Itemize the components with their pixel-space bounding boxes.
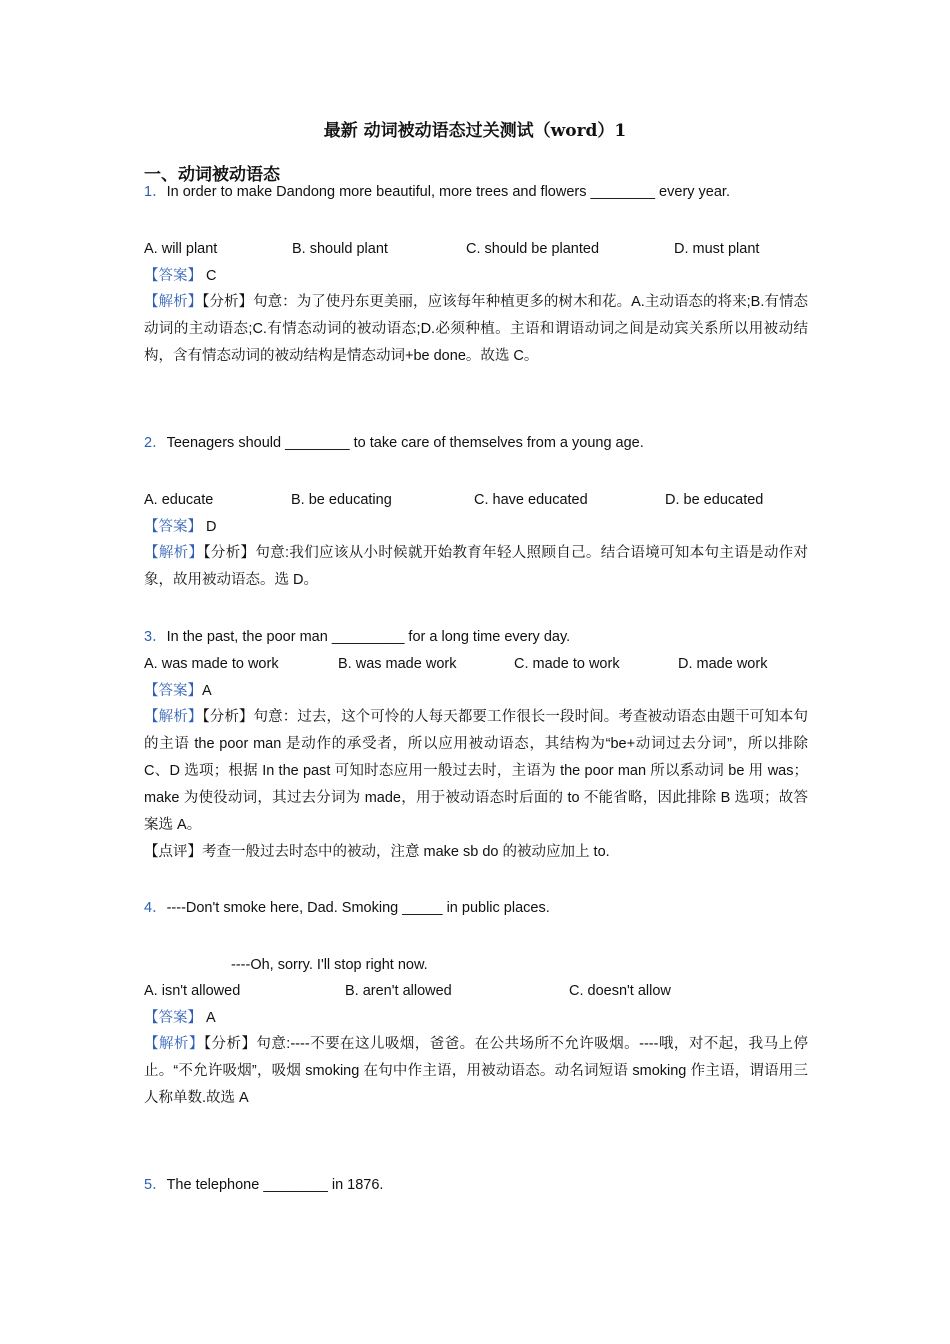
- question-text: ----Don't smoke here, Dad. Smoking _____ in public places.: [166, 900, 550, 916]
- question-5-stem: [144, 1176, 824, 1194]
- answer-tag: 【答案】: [144, 683, 202, 699]
- option-d: D. must plant: [674, 241, 760, 257]
- question-number: 2．: [144, 435, 167, 451]
- question-number: 3．: [144, 629, 167, 645]
- question-2-analysis: [144, 540, 808, 594]
- option-a: A. was made to work: [144, 656, 279, 672]
- option-a: A. will plant: [144, 241, 218, 257]
- analysis-text: 【分析】句意：为了使丹东更美丽，应该每年种植更多的树木和花。A.主动语态的将来;B.有情态动词的主动语态;C.有情态动词的被动语态;D.必须种植。主语和谓语动词之间是动宾关系所以用被动结构，含有情态动词的被动结构是情态动词+be done。故选 C。: [144, 294, 808, 364]
- question-3-answer: [144, 682, 824, 700]
- question-text: Teenagers should ________ to take care of themselves from a young age.: [166, 435, 644, 451]
- question-2-answer: [144, 518, 824, 536]
- option-b: B. should plant: [292, 241, 388, 257]
- question-4-stem: [144, 899, 824, 917]
- question-4-analysis: [144, 1031, 808, 1112]
- question-4-reply: ----Oh, sorry. I'll stop right now.: [231, 957, 428, 973]
- answer-value: A: [202, 683, 212, 699]
- question-3-comment: 【点评】考查一般过去时态中的被动，注意 make sb do 的被动应加上 to.: [144, 844, 610, 860]
- question-1-analysis: [144, 289, 808, 370]
- option-b: B. aren't allowed: [345, 983, 452, 999]
- question-text: In the past, the poor man _________ for a long time every day.: [166, 629, 571, 645]
- option-b: B. was made work: [338, 656, 457, 672]
- question-1-answer: [144, 267, 824, 285]
- answer-value: C: [206, 268, 217, 284]
- analysis-text: 【分析】句意：过去，这个可怜的人每天都要工作很长一段时间。考查被动语态由题干可知本句的主语 the poor man 是动作的承受者，所以应用被动语态，其结构为“be+动词过去分词”，所以排除 C、D 选项；根据 In the past 可知时态应用一般过去时，主语为 the poor man 所以系动词 be 用 was；make 为使役动词，其过去分词为 made，用于被动语态时后面的 to 不能省略，因此排除 B 选项；故答案选 A。: [144, 709, 809, 833]
- analysis-tag: 【解析】: [144, 545, 204, 561]
- answer-value: D: [206, 519, 217, 535]
- option-c: C. should be planted: [466, 241, 600, 257]
- question-3-stem: [144, 628, 824, 646]
- option-c: C. have educated: [474, 492, 588, 508]
- question-text: In order to make Dandong more beautiful, more trees and flowers ________ every year.: [166, 184, 730, 200]
- analysis-text: 【分析】句意:----不要在这儿吸烟，爸爸。在公共场所不允许吸烟。----哦，对不起，我马上停止。“不允许吸烟”，吸烟 smoking 在句中作主语，用被动语态。动名词短语 smoking 作主语，谓语用三人称单数.故选 A: [144, 1036, 809, 1106]
- question-number: 4．: [144, 900, 167, 916]
- document-title: 最新 动词被动语态过关测试（word）1: [323, 121, 627, 141]
- analysis-tag: 【解析】: [144, 294, 203, 310]
- question-4-answer: [144, 1009, 824, 1027]
- question-number: 1．: [144, 184, 167, 200]
- question-3-analysis: [144, 704, 808, 839]
- section-heading: 一、动词被动语态: [144, 165, 280, 184]
- question-2-stem: [144, 434, 824, 452]
- analysis-text: 【分析】句意:我们应该从小时候就开始教育年轻人照顾自己。结合语境可知本句主语是动作对象，故用被动语态。选 D。: [144, 545, 808, 588]
- answer-value: A: [206, 1010, 216, 1026]
- question-text: The telephone ________ in 1876.: [166, 1177, 384, 1193]
- question-1-stem: [144, 183, 824, 201]
- analysis-tag: 【解析】: [144, 1036, 204, 1052]
- answer-tag: 【答案】: [144, 268, 202, 284]
- analysis-tag: 【解析】: [144, 709, 203, 725]
- answer-tag: 【答案】: [144, 519, 202, 535]
- option-c: C. made to work: [514, 656, 620, 672]
- question-number: 5．: [144, 1177, 167, 1193]
- option-a: A. isn't allowed: [144, 983, 241, 999]
- answer-tag: 【答案】: [144, 1010, 202, 1026]
- option-d: D. be educated: [665, 492, 764, 508]
- option-b: B. be educating: [291, 492, 392, 508]
- option-a: A. educate: [144, 492, 214, 508]
- option-d: D. made work: [678, 656, 768, 672]
- option-c: C. doesn't allow: [569, 983, 671, 999]
